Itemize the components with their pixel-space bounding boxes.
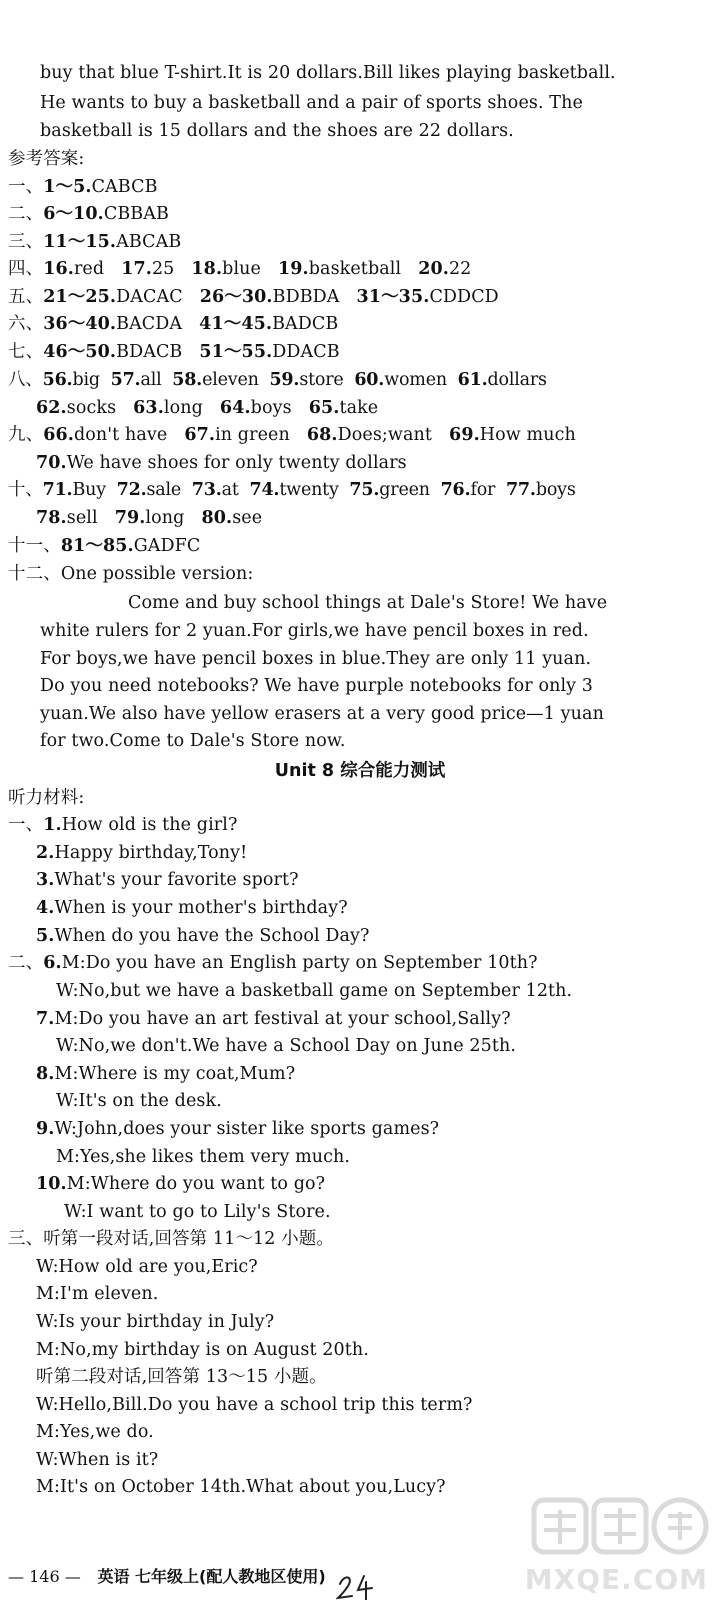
answer-row-9b: 70.We have shoes for only twenty dollars: [36, 453, 407, 473]
dialogue1-line-2: M:I'm eleven.: [36, 1284, 159, 1304]
listening-q3: 3.What's your favorite sport?: [36, 870, 299, 890]
listening-q7: 7.M:Do you have an art festival at your school,Sally?: [36, 1009, 511, 1029]
answer-row-10: 十、71.Buy 72.sale 73.at 74.twenty 75.green 76.for 77.boys: [8, 480, 576, 500]
listening-q8-reply: W:It's on the desk.: [56, 1091, 222, 1111]
essay-line-6: for two.Come to Dale's Store now.: [40, 731, 346, 751]
dialogue2-line-4: M:It's on October 14th.What about you,Lucy?: [36, 1477, 446, 1497]
listening-q10-reply: W:I want to go to Lily's Store.: [64, 1202, 331, 1222]
answer-row-4: 四、16.red 17.25 18.blue 19.basketball 20.22: [8, 259, 472, 279]
answer-row-2: 二、6～10.CBBAB: [8, 204, 169, 224]
listening-q5: 5.When do you have the School Day?: [36, 926, 370, 946]
listening-q10: 10.M:Where do you want to go?: [36, 1174, 326, 1194]
listening-q4: 4.When is your mother's birthday?: [36, 898, 348, 918]
unit-title: Unit 8 综合能力测试: [274, 761, 446, 781]
essay-line-5: yuan.We also have yellow erasers at a very good price—1 yuan: [40, 704, 604, 724]
essay-line-2: white rulers for 2 yuan.For girls,we have pencil boxes in red.: [40, 621, 589, 641]
watermark-logo: [484, 1494, 714, 1598]
answer-row-3: 三、11～15.ABCAB: [8, 232, 182, 252]
listening-section-3-heading: 三、听第一段对话,回答第 11～12 小题。: [8, 1229, 334, 1249]
listening-q8: 8.M:Where is my coat,Mum?: [36, 1064, 296, 1084]
listening-q9: 9.W:John,does your sister like sports games?: [36, 1119, 440, 1139]
intro-line-1: buy that blue T-shirt.It is 20 dollars.Bill likes playing basketball.: [40, 63, 616, 83]
listening-q6: 二、6.M:Do you have an English party on September 10th?: [8, 953, 538, 973]
page-footer: [8, 1566, 326, 1588]
answer-row-10b: 78.sell 79.long 80.see: [36, 508, 263, 528]
answer-row-9: 九、66.don't have 67.in green 68.Does;want 69.How much: [8, 425, 576, 445]
dialogue1-line-1: W:How old are you,Eric?: [36, 1257, 258, 1277]
watermark-text: MXQE.COM: [524, 1563, 708, 1596]
handwritten-mark: [336, 1572, 376, 1600]
dialogue1-line-3: W:Is your birthday in July?: [36, 1312, 275, 1332]
watermark-emblem-icon: [484, 1494, 714, 1564]
listening-q7-reply: W:No,we don't.We have a School Day on June 25th.: [56, 1036, 517, 1056]
dialogue2-line-1: W:Hello,Bill.Do you have a school trip this term?: [36, 1395, 473, 1415]
dialogue2-line-3: W:When is it?: [36, 1450, 159, 1470]
essay-line-3: For boys,we have pencil boxes in blue.They are only 11 yuan.: [40, 649, 592, 669]
dialogue2-line-2: M:Yes,we do.: [36, 1422, 154, 1442]
answers-heading: 参考答案:: [8, 149, 85, 169]
answer-row-8: 八、56.big 57.all 58.eleven 59.store 60.women 61.dollars: [8, 370, 547, 390]
answer-row-8b: 62.socks 63.long 64.boys 65.take: [36, 398, 379, 418]
answer-row-1: 一、1～5.CABCB: [8, 177, 158, 197]
listening-q2: 2.Happy birthday,Tony!: [36, 843, 248, 863]
dialogue2-heading: 听第二段对话,回答第 13～15 小题。: [36, 1367, 327, 1387]
answer-row-7: 七、46～50.BDACB 51～55.DDACB: [8, 342, 340, 362]
dialogue1-line-4: M:No,my birthday is on August 20th.: [36, 1340, 369, 1360]
footer-text: 英语 七年级上(配人教地区使用): [97, 1567, 326, 1586]
answer-row-6: 六、36～40.BACDA 41～45.BADCB: [8, 314, 339, 334]
intro-line-2: He wants to buy a basketball and a pair of sports shoes. The: [40, 93, 583, 113]
answer-row-12: 十二、One possible version:: [8, 564, 254, 584]
answer-row-5: 五、21～25.DACAC 26～30.BDBDA 31～35.CDDCD: [8, 287, 499, 307]
listening-q1: 一、1.How old is the girl?: [8, 815, 238, 835]
intro-line-3: basketball is 15 dollars and the shoes are 22 dollars.: [40, 121, 514, 141]
listening-q6-reply: W:No,but we have a basketball game on September 12th.: [56, 981, 573, 1001]
listening-heading: 听力材料:: [8, 788, 85, 808]
answer-row-11: 十一、81～85.GADFC: [8, 536, 201, 556]
essay-line-4: Do you need notebooks? We have purple notebooks for only 3: [40, 676, 594, 696]
page-number: — 146 —: [8, 1567, 81, 1586]
listening-q9-reply: M:Yes,she likes them very much.: [56, 1147, 351, 1167]
essay-line-1: Come and buy school things at Dale's Store! We have: [128, 593, 608, 613]
